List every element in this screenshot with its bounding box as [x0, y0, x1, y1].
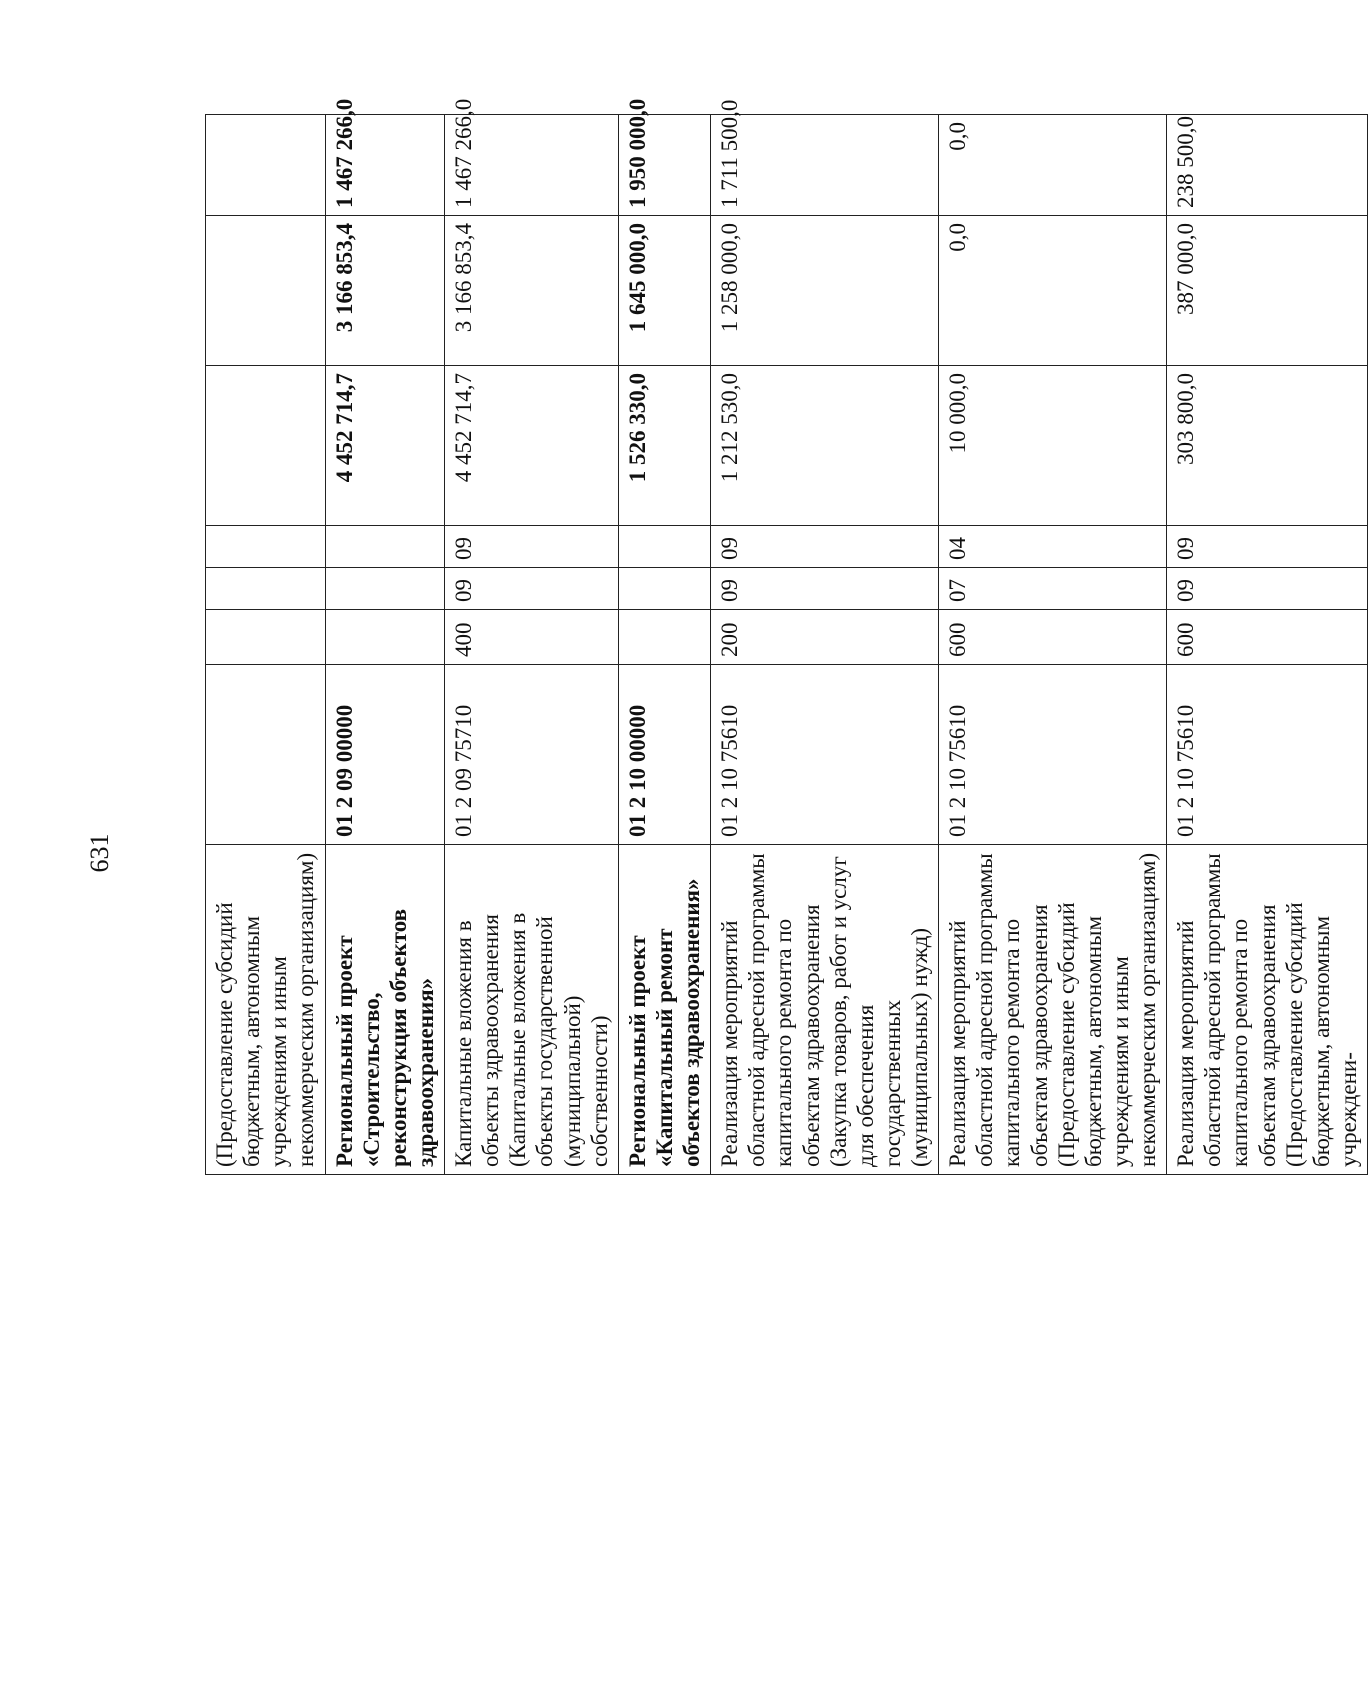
amount-year-2 — [206, 216, 326, 366]
target-article-code: 01 2 09 75710 — [445, 665, 619, 845]
section-code: 09 — [711, 568, 939, 610]
amount-year-3 — [206, 115, 326, 216]
section-code — [618, 568, 710, 610]
amount-year-2: 3 166 853,4 — [325, 216, 445, 366]
row-description: (Предоставление субсидий бюджетным, автономным учреждениям и иным некоммерческим организациям) — [206, 845, 326, 1175]
table-row — [618, 115, 710, 1175]
amount-year-1: 4 452 714,7 — [325, 366, 445, 526]
budget-table — [205, 98, 1368, 1175]
subsection-code — [325, 526, 445, 568]
amount-year-1: 10 000,0 — [939, 366, 1167, 526]
subsection-code: 09 — [711, 526, 939, 568]
row-description: Капитальные вложения в объекты здравоохранения (Капитальные вложения в объекты государственной (муниципальной) собственности) — [445, 845, 619, 1175]
amount-year-1: 1 526 330,0 — [618, 366, 710, 526]
amount-year-2: 0,0 — [939, 216, 1167, 366]
expense-type-code — [206, 610, 326, 665]
amount-year-3: 1 467 266,0 — [325, 115, 445, 216]
target-article-code — [206, 665, 326, 845]
rotated-page-content — [205, 98, 1361, 1175]
subsection-code: 09 — [1167, 526, 1368, 568]
amount-year-3: 1 467 266,0 — [445, 115, 619, 216]
amount-year-1: 4 452 714,7 — [445, 366, 619, 526]
table-row — [1167, 115, 1368, 1175]
amount-year-2: 387 000,0 — [1167, 216, 1368, 366]
amount-year-2: 3 166 853,4 — [445, 216, 619, 366]
amount-year-3: 238 500,0 — [1167, 115, 1368, 216]
section-code: 09 — [1167, 568, 1368, 610]
table-row — [325, 115, 445, 1175]
section-code: 07 — [939, 568, 1167, 610]
row-description: Региональный проект «Капитальный ремонт объектов здравоохранения» — [618, 845, 710, 1175]
row-description: Реализация мероприятий областной адресной программы капитального ремонта по объектам здравоохранения (Предоставление субсидий бюджетным, автономным учреждениям и иным некоммерческим организациям) — [939, 845, 1167, 1175]
expense-type-code: 200 — [711, 610, 939, 665]
amount-year-2: 1 645 000,0 — [618, 216, 710, 366]
section-code — [206, 568, 326, 610]
table-row — [939, 115, 1167, 1175]
table-row — [206, 115, 326, 1175]
amount-year-3: 0,0 — [939, 115, 1167, 216]
target-article-code: 01 2 10 75610 — [1167, 665, 1368, 845]
target-article-code: 01 2 10 75610 — [939, 665, 1167, 845]
section-code: 09 — [445, 568, 619, 610]
amount-year-3: 1 711 500,0 — [711, 115, 939, 216]
subsection-code — [618, 526, 710, 568]
target-article-code: 01 2 10 00000 — [618, 665, 710, 845]
row-description: Реализация мероприятий областной адресной программы капитального ремонта по объектам здравоохранения (Закупка товаров, работ и услуг для обеспечения государственных (муниципальных) нужд) — [711, 845, 939, 1175]
table-row — [711, 115, 939, 1175]
expense-type-code — [325, 610, 445, 665]
row-description: Региональный проект «Строительство, реконструкция объектов здравоохранения» — [325, 845, 445, 1175]
amount-year-1: 1 212 530,0 — [711, 366, 939, 526]
subsection-code: 04 — [939, 526, 1167, 568]
amount-year-2: 1 258 000,0 — [711, 216, 939, 366]
row-description: Реализация мероприятий областной адресной программы капитального ремонта по объектам здравоохранения (Предоставление субсидий бюджетным, автономным учреждени- — [1167, 845, 1368, 1175]
expense-type-code: 600 — [939, 610, 1167, 665]
subsection-code: 09 — [445, 526, 619, 568]
expense-type-code — [618, 610, 710, 665]
expense-type-code: 400 — [445, 610, 619, 665]
table-row — [445, 115, 619, 1175]
amount-year-1 — [206, 366, 326, 526]
target-article-code: 01 2 09 00000 — [325, 665, 445, 845]
amount-year-1: 303 800,0 — [1167, 366, 1368, 526]
subsection-code — [206, 526, 326, 568]
expense-type-code: 600 — [1167, 610, 1368, 665]
target-article-code: 01 2 10 75610 — [711, 665, 939, 845]
amount-year-3: 1 950 000,0 — [618, 115, 710, 216]
section-code — [325, 568, 445, 610]
page-number: 631 — [85, 833, 114, 873]
